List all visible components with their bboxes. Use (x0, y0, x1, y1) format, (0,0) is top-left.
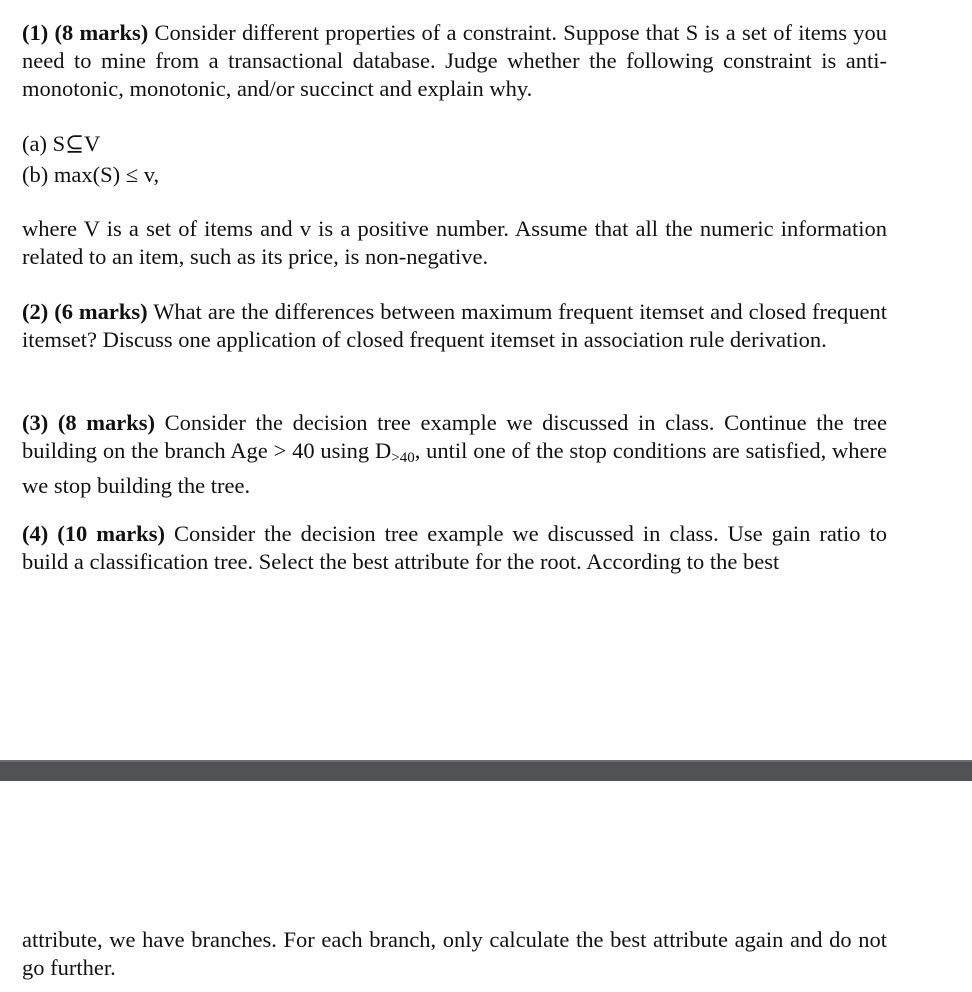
question-1-text: Consider different properties of a constraint. Suppose that S is a set of items you need to mine from a transactional database. Judge whether the following constraint is anti-monotonic, monotonic, and/or succinct and explain why. (22, 20, 888, 101)
question-4-continuation: attribute, we have branches. For each branch, only calculate the best attribute again and do not go further. (22, 927, 887, 980)
question-1-marks: (8 marks) (54, 20, 149, 45)
question-1-part-b: (b) max(S) ≤ v, (22, 162, 160, 187)
question-2 (22, 298, 887, 354)
question-2-marks: (6 marks) (54, 299, 148, 324)
question-3 (22, 409, 887, 500)
question-3-text-before: Consider the decision tree example we discussed in class. Continue the tree building on the branch Age > 40 using D (22, 410, 888, 463)
question-4-marks: (10 marks) (57, 521, 165, 546)
question-2-text: What are the differences between maximum frequent itemset and closed frequent itemset? Discuss one application of closed frequent itemset in association rule derivation. (22, 299, 887, 352)
question-4-number: (4) (22, 521, 49, 546)
question-2-number: (2) (22, 299, 49, 324)
question-1-note: where V is a set of items and v is a positive number. Assume that all the numeric information related to an item, such as its price, is non-negative. (22, 216, 887, 269)
question-1 (22, 19, 887, 103)
question-4-text: Consider the decision tree example we discussed in class. Use gain ratio to build a classification tree. Select the best attribute for the root. According to the best (22, 521, 888, 574)
question-3-subscript: >40 (391, 450, 415, 466)
page-break-divider (0, 760, 972, 781)
question-3-marks: (8 marks) (57, 410, 155, 435)
question-3-text-after: , until one of the stop conditions are satisfied, where we stop building the tree. (22, 438, 887, 498)
question-1-part-a: (a) S⊆V (22, 131, 101, 156)
question-4 (22, 520, 887, 576)
question-3-number: (3) (22, 410, 49, 435)
question-1-number: (1) (22, 20, 49, 45)
